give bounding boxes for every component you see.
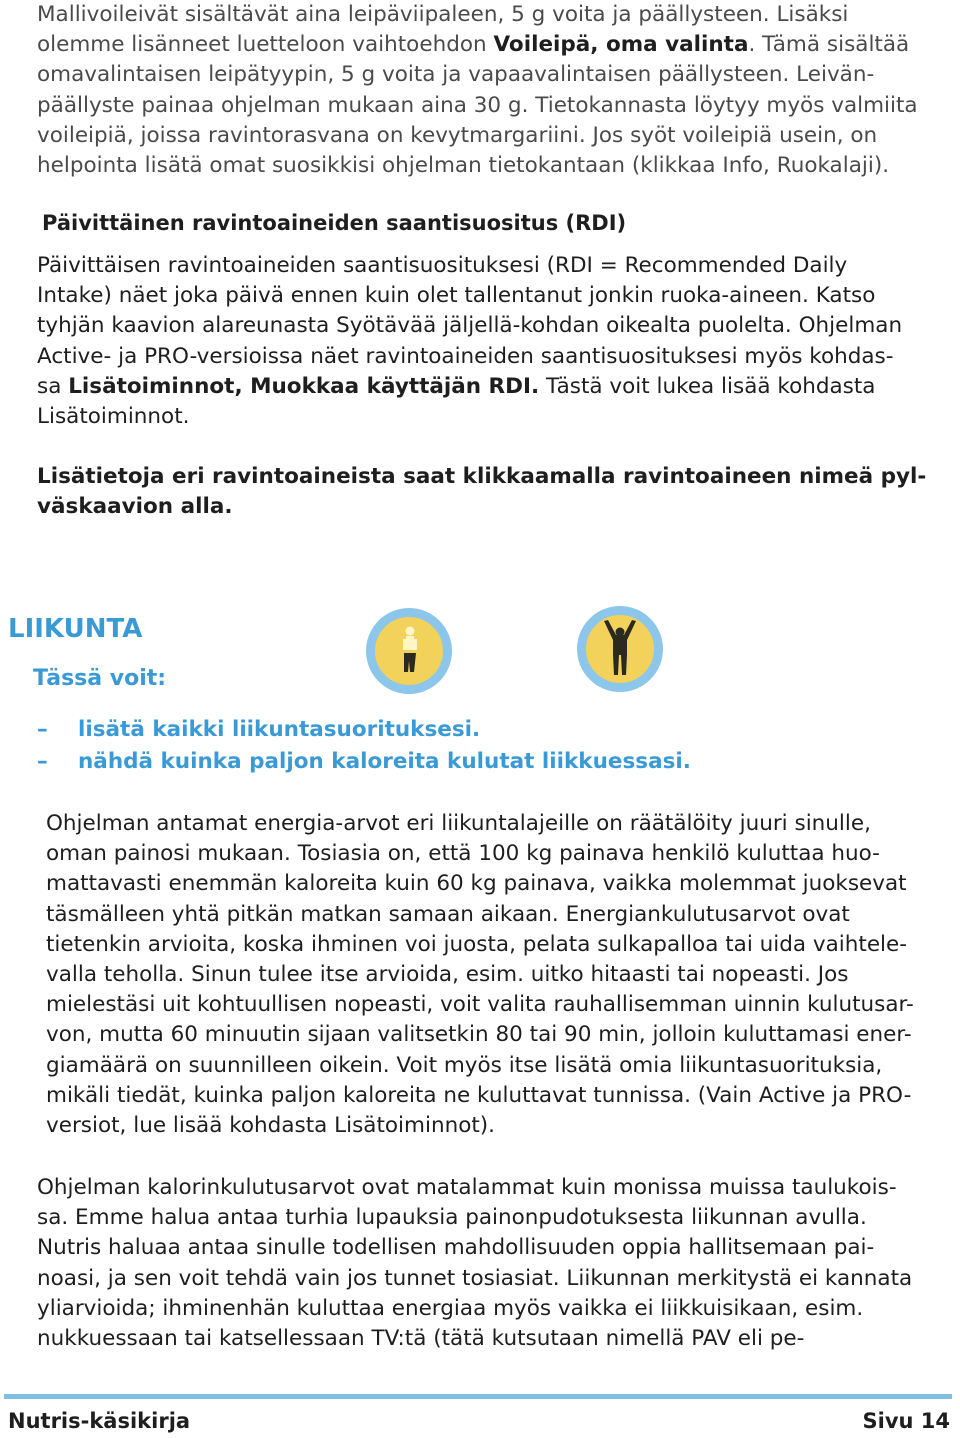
rdi-heading: Päivittäinen ravintoaineiden saantisuositus (RDI)	[42, 211, 627, 235]
section-title: LIIKUNTA	[8, 614, 143, 644]
intro-line: Mallivoileivät sisältävät aina leipäviipaleen, 5 g voita ja päällysteen. Lisäksi	[37, 2, 849, 27]
calorie-line: Ohjelman kalorinkulutusarvot ovat matalammat kuin monissa muissa taulukois-	[37, 1175, 897, 1200]
rdi-note	[37, 462, 926, 522]
energy-line: versiot, lue lisää kohdasta Lisätoiminnot).	[46, 1113, 496, 1139]
energy-line: tietenkin arvioita, koska ihminen voi juosta, pelata sulkapalloa tai uida vaihtele-	[46, 931, 908, 957]
bold-term: Voileipä, oma valinta	[493, 32, 749, 58]
energy-line: Ohjelman antamat energia-arvot eri liikuntalajeille on räätälöity juuri sinulle,	[46, 811, 871, 836]
energy-line: täsmälleen yhtä pitkän matkan samaan aikaan. Energiankulutusarvot ovat	[46, 901, 850, 927]
rdi-line: Intake) näet joka päivä ennen kuin olet tallentanut jonkin ruoka-aineen. Katso	[37, 283, 876, 309]
dash-bullet: –	[37, 749, 48, 774]
bold-term: Lisätoiminnot, Muokkaa käyttäjän RDI.	[68, 373, 540, 399]
intro-line: omavalintaisen leipätyypin, 5 g voita ja vapaavalintaisen päällysteen. Leivän-	[37, 62, 875, 88]
note-line: väskaavion alla.	[37, 494, 233, 520]
footer-title: Nutris-käsikirja	[8, 1409, 191, 1433]
section-subtitle: Tässä voit:	[33, 666, 167, 691]
arms-raised-person-icon	[577, 606, 663, 692]
rdi-line: tyhjän kaavion alareunasta Syötävää jäljellä-kohdan oikealta puolelta. Ohjelman	[37, 313, 903, 339]
footer-divider	[4, 1394, 952, 1399]
standing-person-icon	[366, 608, 452, 694]
intro-line: voileipiä, joissa ravintorasvana on kevytmargariini. Jos syöt voileipiä usein, on	[37, 122, 878, 148]
rdi-paragraph	[37, 251, 902, 432]
energy-line: oman painosi mukaan. Tosiasia on, että 100 kg painava henkilö kuluttaa huo-	[46, 841, 880, 867]
list-item-text: nähdä kuinka paljon kaloreita kulutat liikkuessasi.	[78, 749, 691, 774]
energy-line: giamäärä on suunnilleen oikein. Voit myös itse lisätä omia liikuntasuorituksia,	[46, 1052, 883, 1078]
intro-line: päällyste painaa ohjelman mukaan aina 30 g. Tietokannasta löytyy myös valmiita	[37, 92, 918, 118]
energy-line: mattavasti enemmän kaloreita kuin 60 kg painava, vaikka molemmat juoksevat	[46, 871, 907, 897]
energy-line: von, mutta 60 minuutin sijaan valitsetkin 80 tai 90 min, jolloin kuluttamasi ener-	[46, 1022, 912, 1048]
rdi-line: Lisätoiminnot.	[37, 404, 190, 430]
rdi-line: Päivittäisen ravintoaineiden saantisuosituksesi (RDI = Recommended Daily	[37, 253, 848, 278]
intro-line: olemme lisänneet luetteloon vaihtoehdon Voileipä, oma valinta. Tämä sisältää	[37, 32, 910, 58]
rdi-line: sa Lisätoiminnot, Muokkaa käyttäjän RDI. Tästä voit lukea lisää kohdasta	[37, 373, 876, 399]
energy-line: mikäli tiedät, kuinka paljon kaloreita ne kuluttavat tunnissa. (Vain Active ja PRO-	[46, 1082, 912, 1108]
intro-line: helpointa lisätä omat suosikkisi ohjelman tietokantaan (klikkaa Info, Ruokalaji).	[37, 153, 890, 179]
energy-line: mielestäsi uit kohtuullisen nopeasti, voit valita rauhallisemman uinnin kulutusar-	[46, 992, 914, 1018]
page-number: Sivu 14	[862, 1409, 950, 1433]
calorie-line: nukkuessaan tai katsellessaan TV:tä (tätä kutsutaan nimellä PAV eli pe-	[37, 1326, 805, 1352]
calorie-line: Nutris haluaa antaa sinulle todellisen mahdollisuuden oppia hallitsemaan pai-	[37, 1235, 875, 1261]
calorie-paragraph	[37, 1173, 912, 1354]
calorie-line: yliarvioida; ihminenhän kuluttaa energiaa myös vaikka ei liikkuisikaan, esim.	[37, 1295, 864, 1321]
intro-paragraph	[37, 0, 937, 181]
rdi-line: Active- ja PRO-versioissa näet ravintoaineiden saantisuosituksesi myös kohdas-	[37, 343, 894, 369]
energy-paragraph	[46, 809, 914, 1141]
calorie-line: sa. Emme halua antaa turhia lupauksia painonpudotuksesta liikunnan avulla.	[37, 1205, 867, 1231]
note-line: Lisätietoja eri ravintoaineista saat klikkaamalla ravintoaineen nimeä pyl-	[37, 464, 927, 489]
list-item-text: lisätä kaikki liikuntasuorituksesi.	[78, 717, 481, 742]
calorie-line: noasi, ja sen voit tehdä vain jos tunnet tosiasiat. Liikunnan merkitystä ei kannata	[37, 1265, 913, 1291]
dash-bullet: –	[37, 717, 48, 742]
energy-line: valla teholla. Sinun tulee itse arvioida, esim. uitko hitaasti tai nopeasti. Jos	[46, 962, 849, 988]
